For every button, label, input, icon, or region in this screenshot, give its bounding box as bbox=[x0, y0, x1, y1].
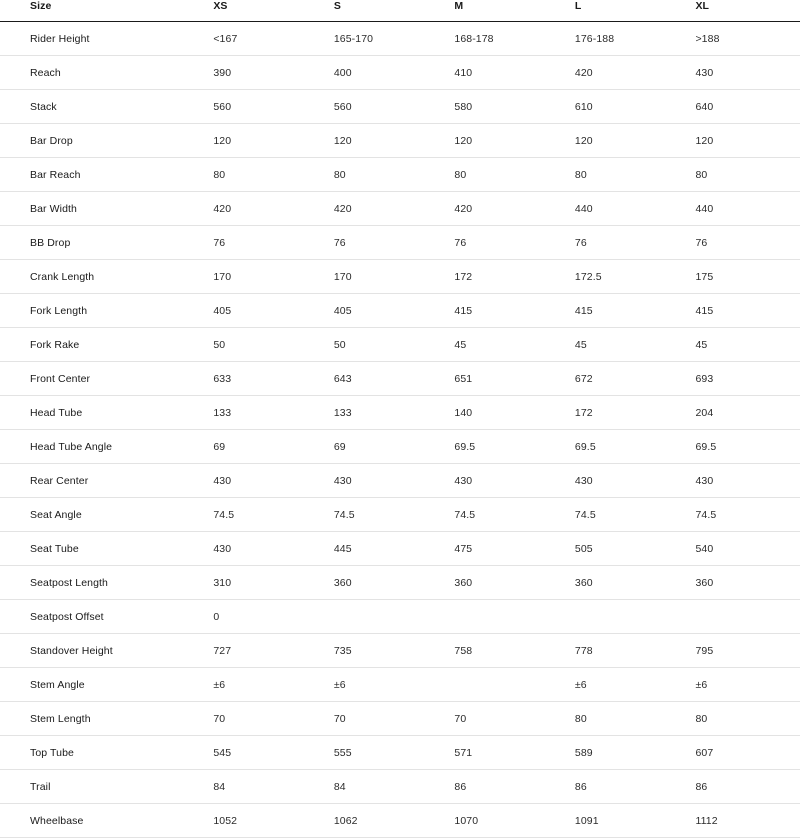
cell-value: 545 bbox=[213, 736, 334, 770]
cell-value: 672 bbox=[575, 362, 696, 396]
cell-value: 560 bbox=[334, 90, 455, 124]
cell-value: 76 bbox=[213, 226, 334, 260]
cell-value: 405 bbox=[213, 294, 334, 328]
cell-value: 175 bbox=[695, 260, 800, 294]
cell-value: 727 bbox=[213, 634, 334, 668]
cell-value: 80 bbox=[213, 158, 334, 192]
cell-value: 420 bbox=[454, 192, 575, 226]
cell-value bbox=[695, 600, 800, 634]
cell-value: ±6 bbox=[213, 668, 334, 702]
cell-value: 69 bbox=[334, 430, 455, 464]
cell-value: 475 bbox=[454, 532, 575, 566]
cell-value bbox=[454, 600, 575, 634]
row-label: Front Center bbox=[0, 362, 213, 396]
row-label: Seat Angle bbox=[0, 498, 213, 532]
cell-value: 571 bbox=[454, 736, 575, 770]
cell-value: 410 bbox=[454, 56, 575, 90]
cell-value: 120 bbox=[334, 124, 455, 158]
row-label: Seatpost Offset bbox=[0, 600, 213, 634]
table-row bbox=[0, 328, 800, 362]
cell-value: 45 bbox=[695, 328, 800, 362]
cell-value: 610 bbox=[575, 90, 696, 124]
cell-value: 86 bbox=[575, 770, 696, 804]
cell-value: 420 bbox=[334, 192, 455, 226]
row-label: Top Tube bbox=[0, 736, 213, 770]
table-row bbox=[0, 124, 800, 158]
cell-value: 651 bbox=[454, 362, 575, 396]
table-row bbox=[0, 192, 800, 226]
cell-value: 440 bbox=[695, 192, 800, 226]
row-label: Stack bbox=[0, 90, 213, 124]
table-row bbox=[0, 362, 800, 396]
cell-value: 1062 bbox=[334, 804, 455, 838]
table-row bbox=[0, 498, 800, 532]
cell-value: 1070 bbox=[454, 804, 575, 838]
cell-value: 360 bbox=[575, 566, 696, 600]
cell-value: ±6 bbox=[575, 668, 696, 702]
cell-value: 415 bbox=[575, 294, 696, 328]
table-row bbox=[0, 158, 800, 192]
cell-value: 405 bbox=[334, 294, 455, 328]
cell-value: 1052 bbox=[213, 804, 334, 838]
cell-value: 80 bbox=[334, 158, 455, 192]
cell-value: 430 bbox=[213, 464, 334, 498]
cell-value: 170 bbox=[334, 260, 455, 294]
row-label: Head Tube Angle bbox=[0, 430, 213, 464]
cell-value: 70 bbox=[454, 702, 575, 736]
cell-value: 390 bbox=[213, 56, 334, 90]
cell-value: 360 bbox=[334, 566, 455, 600]
cell-value: 120 bbox=[575, 124, 696, 158]
cell-value: <167 bbox=[213, 22, 334, 56]
cell-value: 643 bbox=[334, 362, 455, 396]
cell-value: 76 bbox=[695, 226, 800, 260]
cell-value: 540 bbox=[695, 532, 800, 566]
cell-value: 555 bbox=[334, 736, 455, 770]
column-header-l: L bbox=[575, 0, 696, 22]
cell-value: 1091 bbox=[575, 804, 696, 838]
cell-value: 430 bbox=[454, 464, 575, 498]
row-label: BB Drop bbox=[0, 226, 213, 260]
row-label: Head Tube bbox=[0, 396, 213, 430]
cell-value: 168-178 bbox=[454, 22, 575, 56]
row-label: Crank Length bbox=[0, 260, 213, 294]
column-header-m: M bbox=[454, 0, 575, 22]
cell-value: 505 bbox=[575, 532, 696, 566]
cell-value: 74.5 bbox=[334, 498, 455, 532]
cell-value: 74.5 bbox=[695, 498, 800, 532]
cell-value: 140 bbox=[454, 396, 575, 430]
row-label: Bar Reach bbox=[0, 158, 213, 192]
cell-value: 76 bbox=[575, 226, 696, 260]
table-row bbox=[0, 90, 800, 124]
cell-value: 0 bbox=[213, 600, 334, 634]
cell-value: 640 bbox=[695, 90, 800, 124]
cell-value: 430 bbox=[695, 56, 800, 90]
row-label: Standover Height bbox=[0, 634, 213, 668]
cell-value: 560 bbox=[213, 90, 334, 124]
cell-value: 86 bbox=[695, 770, 800, 804]
cell-value: 693 bbox=[695, 362, 800, 396]
cell-value: 778 bbox=[575, 634, 696, 668]
cell-value: 420 bbox=[213, 192, 334, 226]
table-row bbox=[0, 566, 800, 600]
row-label: Trail bbox=[0, 770, 213, 804]
cell-value: 176-188 bbox=[575, 22, 696, 56]
cell-value: 172.5 bbox=[575, 260, 696, 294]
cell-value: 440 bbox=[575, 192, 696, 226]
cell-value: 70 bbox=[334, 702, 455, 736]
cell-value: 204 bbox=[695, 396, 800, 430]
table-row bbox=[0, 396, 800, 430]
table-row bbox=[0, 22, 800, 56]
table-row bbox=[0, 770, 800, 804]
table-row bbox=[0, 804, 800, 838]
cell-value bbox=[454, 668, 575, 702]
cell-value: 80 bbox=[695, 702, 800, 736]
cell-value: 430 bbox=[334, 464, 455, 498]
cell-value: 120 bbox=[454, 124, 575, 158]
cell-value: 76 bbox=[454, 226, 575, 260]
cell-value: 420 bbox=[575, 56, 696, 90]
cell-value: 45 bbox=[575, 328, 696, 362]
table-row bbox=[0, 430, 800, 464]
cell-value: 165-170 bbox=[334, 22, 455, 56]
cell-value: ±6 bbox=[695, 668, 800, 702]
row-label: Stem Length bbox=[0, 702, 213, 736]
cell-value: 70 bbox=[213, 702, 334, 736]
cell-value: 84 bbox=[213, 770, 334, 804]
cell-value: 735 bbox=[334, 634, 455, 668]
cell-value: 1112 bbox=[695, 804, 800, 838]
cell-value: 74.5 bbox=[454, 498, 575, 532]
cell-value: 133 bbox=[334, 396, 455, 430]
table-row bbox=[0, 600, 800, 634]
table-row bbox=[0, 532, 800, 566]
table-row bbox=[0, 56, 800, 90]
cell-value: 80 bbox=[575, 702, 696, 736]
row-label: Wheelbase bbox=[0, 804, 213, 838]
cell-value: 633 bbox=[213, 362, 334, 396]
cell-value: 45 bbox=[454, 328, 575, 362]
cell-value: 170 bbox=[213, 260, 334, 294]
row-label: Bar Drop bbox=[0, 124, 213, 158]
cell-value: 80 bbox=[575, 158, 696, 192]
cell-value: 120 bbox=[213, 124, 334, 158]
cell-value: 430 bbox=[695, 464, 800, 498]
cell-value: 360 bbox=[454, 566, 575, 600]
cell-value bbox=[575, 600, 696, 634]
cell-value: 50 bbox=[334, 328, 455, 362]
row-label: Fork Length bbox=[0, 294, 213, 328]
row-label: Bar Width bbox=[0, 192, 213, 226]
table-row bbox=[0, 226, 800, 260]
row-label: Seatpost Length bbox=[0, 566, 213, 600]
cell-value: 415 bbox=[454, 294, 575, 328]
cell-value: 430 bbox=[575, 464, 696, 498]
table-header bbox=[0, 0, 800, 22]
cell-value: 172 bbox=[575, 396, 696, 430]
table-row bbox=[0, 294, 800, 328]
cell-value: 74.5 bbox=[575, 498, 696, 532]
table-body bbox=[0, 22, 800, 838]
cell-value: 133 bbox=[213, 396, 334, 430]
cell-value: 76 bbox=[334, 226, 455, 260]
cell-value: ±6 bbox=[334, 668, 455, 702]
cell-value: 84 bbox=[334, 770, 455, 804]
cell-value: 400 bbox=[334, 56, 455, 90]
cell-value: 50 bbox=[213, 328, 334, 362]
cell-value: 360 bbox=[695, 566, 800, 600]
column-header-xl: XL bbox=[695, 0, 800, 22]
cell-value: 445 bbox=[334, 532, 455, 566]
cell-value: 580 bbox=[454, 90, 575, 124]
cell-value: 69 bbox=[213, 430, 334, 464]
cell-value: 795 bbox=[695, 634, 800, 668]
table-row bbox=[0, 736, 800, 770]
table-row bbox=[0, 464, 800, 498]
row-label: Fork Rake bbox=[0, 328, 213, 362]
table-header-row bbox=[0, 0, 800, 22]
row-label: Stem Angle bbox=[0, 668, 213, 702]
cell-value: 758 bbox=[454, 634, 575, 668]
cell-value: 74.5 bbox=[213, 498, 334, 532]
cell-value: 120 bbox=[695, 124, 800, 158]
table-row bbox=[0, 668, 800, 702]
column-header-xs: XS bbox=[213, 0, 334, 22]
cell-value: 69.5 bbox=[695, 430, 800, 464]
row-label: Reach bbox=[0, 56, 213, 90]
cell-value: 80 bbox=[454, 158, 575, 192]
cell-value: 69.5 bbox=[575, 430, 696, 464]
table-row bbox=[0, 702, 800, 736]
cell-value: 589 bbox=[575, 736, 696, 770]
table-row bbox=[0, 260, 800, 294]
cell-value: 430 bbox=[213, 532, 334, 566]
cell-value: 310 bbox=[213, 566, 334, 600]
cell-value: 69.5 bbox=[454, 430, 575, 464]
cell-value: 415 bbox=[695, 294, 800, 328]
cell-value: 172 bbox=[454, 260, 575, 294]
column-header-s: S bbox=[334, 0, 455, 22]
cell-value: 86 bbox=[454, 770, 575, 804]
row-label: Seat Tube bbox=[0, 532, 213, 566]
cell-value: 80 bbox=[695, 158, 800, 192]
cell-value bbox=[334, 600, 455, 634]
cell-value: 607 bbox=[695, 736, 800, 770]
row-label: Rider Height bbox=[0, 22, 213, 56]
row-label: Rear Center bbox=[0, 464, 213, 498]
cell-value: >188 bbox=[695, 22, 800, 56]
column-header-size: Size bbox=[0, 0, 213, 22]
table-row bbox=[0, 634, 800, 668]
